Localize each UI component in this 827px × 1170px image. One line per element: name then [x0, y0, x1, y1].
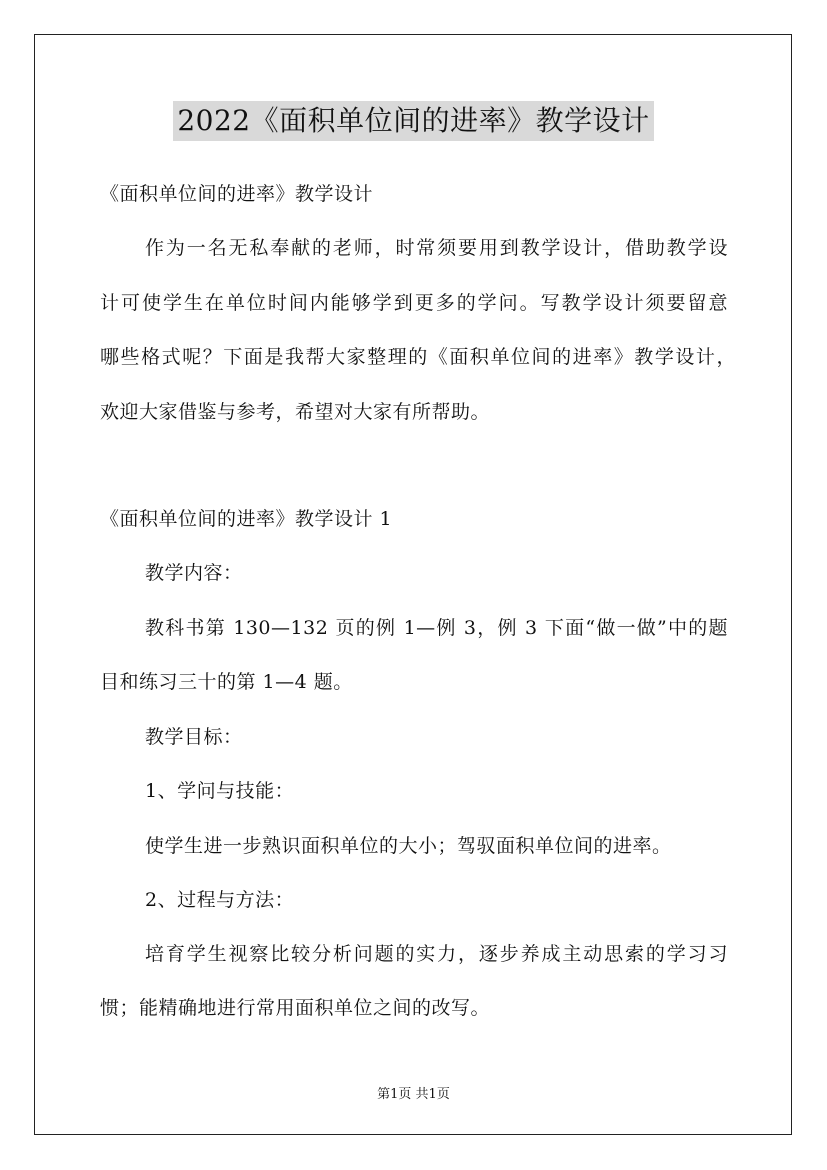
section-heading: 《面积单位间的进率》教学设计 1 [100, 508, 393, 530]
paragraph-line: 作为一名无私奉献的老师，时常须要用到教学设计，借助教学设 [145, 237, 728, 259]
paragraph-line: 计可使学生在单位时间内能够学到更多的学问。写教学设计须要留意 [100, 292, 728, 314]
paragraph-line: 教科书第 130—132 页的例 1—例 3，例 3 下面“做一做”中的题 [145, 617, 728, 639]
paragraph-line: 教学内容： [145, 562, 243, 584]
paragraph-line: 欢迎大家借鉴与参考，希望对大家有所帮助。 [100, 401, 491, 423]
document-title: 2022《面积单位间的进率》教学设计 [173, 101, 653, 141]
title-container [0, 101, 827, 141]
subtitle-line: 《面积单位间的进率》教学设计 [100, 183, 374, 205]
paragraph-line: 1、学问与技能： [145, 780, 295, 802]
paragraph-line: 惯；能精确地进行常用面积单位之间的改写。 [100, 997, 491, 1019]
paragraph-line: 使学生进一步熟识面积单位的大小；驾驭面积单位间的进率。 [145, 835, 672, 857]
paragraph-line: 哪些格式呢？下面是我帮大家整理的《面积单位间的进率》教学设计， [100, 346, 736, 368]
paragraph-line: 2、过程与方法： [145, 889, 295, 911]
paragraph-line: 教学目标： [145, 726, 243, 748]
page-footer: 第1页 共1页 [377, 1087, 450, 1102]
paragraph-line: 培育学生视察比较分析问题的实力，逐步养成主动思索的学习习 [145, 943, 728, 965]
paragraph-line: 目和练习三十的第 1—4 题。 [100, 671, 353, 693]
